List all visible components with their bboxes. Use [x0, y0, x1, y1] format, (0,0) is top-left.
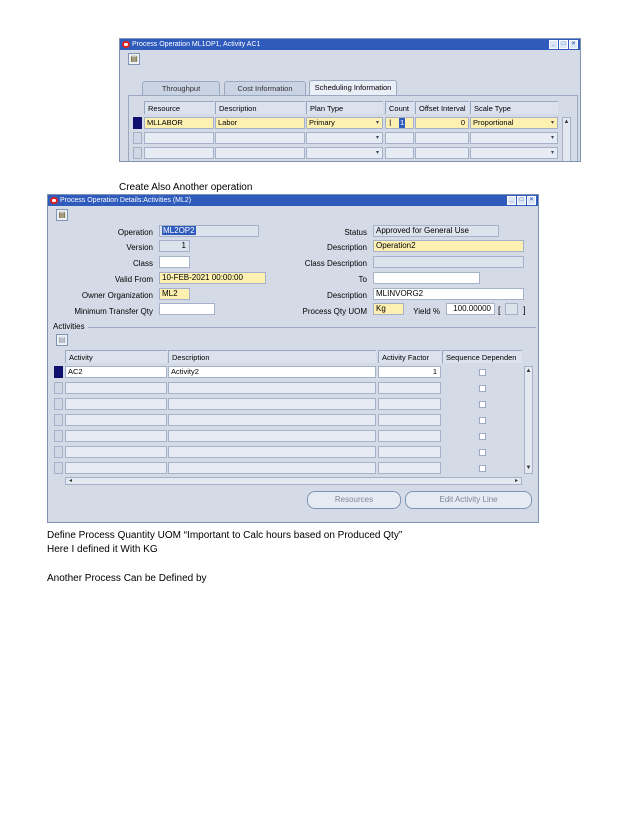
col-sequence-dependent: Sequence Dependen — [442, 350, 522, 363]
description-cell[interactable] — [168, 398, 376, 410]
maximize-icon[interactable]: □ — [517, 196, 526, 205]
plan-type-select[interactable] — [306, 147, 383, 159]
window-title: Process Operation Details:Activities (ML2) — [60, 197, 192, 204]
process-qty-uom-label: Process Qty UOM — [302, 307, 367, 316]
window-titlebar — [120, 39, 580, 50]
activity-factor-cell[interactable] — [378, 446, 441, 458]
org-description-label: Description — [326, 291, 367, 300]
description-cell[interactable] — [168, 414, 376, 426]
chevron-down-icon[interactable]: ▾ — [375, 135, 379, 141]
close-icon[interactable]: × — [569, 40, 578, 49]
text-cursor-icon: I — [389, 118, 392, 128]
activity-cell[interactable] — [65, 462, 167, 474]
caption-create-another: Create Also Another operation — [119, 182, 253, 193]
owner-organization-field[interactable]: ML2 — [159, 288, 190, 300]
activity-cell[interactable] — [65, 414, 167, 426]
vertical-scrollbar[interactable] — [524, 366, 533, 474]
doc-line-define-uom: Define Process Quantity UOM “Important to Calc hours based on Produced Qty” — [47, 530, 403, 541]
chevron-down-icon[interactable]: ▾ — [375, 120, 379, 126]
oracle-logo-icon — [122, 41, 130, 48]
resource-cell[interactable]: MLLABOR — [144, 117, 214, 129]
resources-button[interactable]: Resources — [307, 491, 401, 509]
doc-line-another-process: Another Process Can be Defined by — [47, 573, 207, 584]
offset-cell[interactable]: 0 — [415, 117, 469, 129]
bracket-close: ] — [523, 305, 526, 315]
to-label: To — [358, 275, 367, 284]
description-label: Description — [326, 243, 367, 252]
count-cell[interactable] — [385, 132, 414, 144]
description-cell[interactable] — [168, 430, 376, 442]
maximize-icon[interactable]: □ — [559, 40, 568, 49]
col-plan-type: Plan Type — [306, 101, 383, 114]
version-label: Version — [126, 243, 153, 252]
row-selector[interactable] — [133, 117, 142, 129]
class-description-label: Class Description — [304, 259, 367, 268]
count-cell[interactable] — [385, 147, 414, 159]
class-description-field[interactable] — [373, 256, 524, 268]
to-field[interactable] — [373, 272, 480, 284]
col-offset-interval: Offset Interval — [415, 101, 469, 114]
row-selector[interactable] — [54, 462, 63, 474]
sequence-dependent-checkbox[interactable] — [479, 433, 486, 440]
activity-cell[interactable] — [65, 398, 167, 410]
activity-factor-cell[interactable] — [378, 430, 441, 442]
col-scale-type: Scale Type — [470, 101, 558, 114]
scheduling-panel — [128, 95, 578, 162]
activity-factor-cell[interactable] — [378, 414, 441, 426]
scale-type-select[interactable] — [470, 132, 558, 144]
valid-from-field[interactable]: 10-FEB-2021 00:00:00 — [159, 272, 266, 284]
activity-cell[interactable] — [65, 382, 167, 394]
activity-cell[interactable] — [65, 446, 167, 458]
activity-cell[interactable]: AC2 — [65, 366, 167, 378]
horizontal-scrollbar[interactable] — [65, 477, 522, 485]
row-selector[interactable] — [54, 430, 63, 442]
min-transfer-qty-label: Minimum Transfer Qty — [74, 307, 153, 316]
scale-type-select[interactable] — [470, 147, 558, 159]
activity-factor-cell[interactable] — [378, 382, 441, 394]
chevron-down-icon[interactable]: ▾ — [550, 150, 554, 156]
resource-cell[interactable] — [144, 132, 214, 144]
activities-divider — [88, 327, 536, 328]
activity-cell[interactable] — [65, 430, 167, 442]
tab-cost-information[interactable]: Cost Information — [224, 81, 306, 96]
folder-icon[interactable]: ▤ — [56, 334, 68, 346]
version-field[interactable]: 1 — [159, 240, 190, 252]
window-title: Process Operation ML1OP1, Activity AC1 — [132, 41, 261, 48]
arrow-down-icon[interactable]: ▼ — [525, 465, 532, 471]
description-cell[interactable]: Activity2 — [168, 366, 376, 378]
description-cell[interactable] — [215, 147, 305, 159]
owner-organization-label: Owner Organization — [81, 291, 153, 300]
process-operation-window — [119, 38, 581, 162]
description-cell[interactable] — [215, 132, 305, 144]
operation-value: ML2OP2 — [163, 226, 195, 235]
sequence-dependent-checkbox[interactable] — [479, 401, 486, 408]
sequence-dependent-checkbox[interactable] — [479, 465, 486, 472]
col-activity: Activity — [65, 350, 167, 363]
yield-field[interactable]: 100.00000 — [446, 303, 495, 315]
col-count: Count — [385, 101, 414, 114]
yield-flex-field[interactable] — [505, 303, 518, 315]
yield-label: Yield % — [413, 307, 440, 316]
offset-cell[interactable] — [415, 132, 469, 144]
process-operation-details-window — [47, 194, 539, 523]
oracle-logo-icon — [50, 197, 58, 204]
sequence-dependent-checkbox[interactable] — [479, 449, 486, 456]
row-selector[interactable] — [133, 147, 142, 159]
count-cell[interactable] — [385, 117, 414, 129]
activity-factor-cell[interactable] — [378, 462, 441, 474]
plan-type-select[interactable] — [306, 132, 383, 144]
description-cell[interactable] — [168, 382, 376, 394]
chevron-down-icon[interactable]: ▾ — [550, 135, 554, 141]
col-description: Description — [168, 350, 376, 363]
sequence-dependent-checkbox[interactable] — [479, 385, 486, 392]
folder-icon[interactable]: ▤ — [56, 209, 68, 221]
window-controls — [507, 196, 536, 205]
arrow-up-icon[interactable]: ▲ — [525, 368, 532, 374]
window-controls — [549, 40, 578, 49]
description-field[interactable]: Operation2 — [373, 240, 524, 252]
window-titlebar — [48, 195, 538, 206]
bracket-open: [ — [498, 305, 501, 315]
description-cell[interactable] — [168, 462, 376, 474]
chevron-down-icon[interactable]: ▾ — [550, 120, 554, 126]
operation-field[interactable] — [159, 225, 259, 237]
tab-scheduling-information[interactable]: Scheduling Information — [309, 80, 397, 96]
org-description-field[interactable]: MLINVORG2 — [373, 288, 524, 300]
process-qty-uom-field[interactable]: Kg — [373, 303, 404, 315]
operation-label: Operation — [117, 228, 153, 237]
min-transfer-qty-field[interactable] — [159, 303, 215, 315]
description-cell[interactable]: Labor — [215, 117, 305, 129]
plan-type-select[interactable] — [306, 117, 383, 129]
row-selector[interactable] — [54, 382, 63, 394]
offset-cell[interactable] — [415, 147, 469, 159]
folder-icon[interactable]: ▤ — [128, 53, 140, 65]
resource-cell[interactable] — [144, 147, 214, 159]
activity-factor-cell[interactable]: 1 — [378, 366, 441, 378]
row-selector[interactable] — [54, 414, 63, 426]
activity-factor-cell[interactable] — [378, 398, 441, 410]
minimize-icon[interactable]: _ — [549, 40, 558, 49]
valid-from-label: Valid From — [114, 275, 153, 284]
description-cell[interactable] — [168, 446, 376, 458]
scale-type-value: Proportional — [473, 118, 514, 127]
arrow-right-icon[interactable]: ▸ — [514, 478, 518, 484]
minimize-icon[interactable]: _ — [507, 196, 516, 205]
activities-section-label: Activities — [53, 322, 85, 331]
arrow-left-icon[interactable]: ◂ — [68, 478, 72, 484]
chevron-down-icon[interactable]: ▾ — [375, 150, 379, 156]
row-selector[interactable] — [54, 366, 63, 378]
arrow-up-icon[interactable]: ▲ — [563, 119, 570, 125]
sequence-dependent-checkbox[interactable] — [479, 369, 486, 376]
col-description: Description — [215, 101, 305, 114]
sequence-dependent-checkbox[interactable] — [479, 417, 486, 424]
row-selector[interactable] — [54, 398, 63, 410]
tab-throughput[interactable]: Throughput — [142, 81, 220, 96]
row-selector[interactable] — [133, 132, 142, 144]
close-icon[interactable]: × — [527, 196, 536, 205]
vertical-scrollbar[interactable] — [562, 117, 571, 162]
doc-line-defined-kg: Here I defined it With KG — [47, 544, 158, 555]
status-label: Status — [344, 228, 367, 237]
count-value: 1 — [400, 118, 405, 127]
scale-type-select[interactable] — [470, 117, 558, 129]
plan-type-value: Primary — [309, 118, 335, 127]
col-activity-factor: Activity Factor — [378, 350, 441, 363]
class-label: Class — [132, 259, 153, 268]
class-field[interactable] — [159, 256, 190, 268]
col-resource: Resource — [144, 101, 214, 114]
edit-activity-line-button[interactable]: Edit Activity Line — [405, 491, 532, 509]
row-selector[interactable] — [54, 446, 63, 458]
status-field[interactable]: Approved for General Use — [373, 225, 499, 237]
